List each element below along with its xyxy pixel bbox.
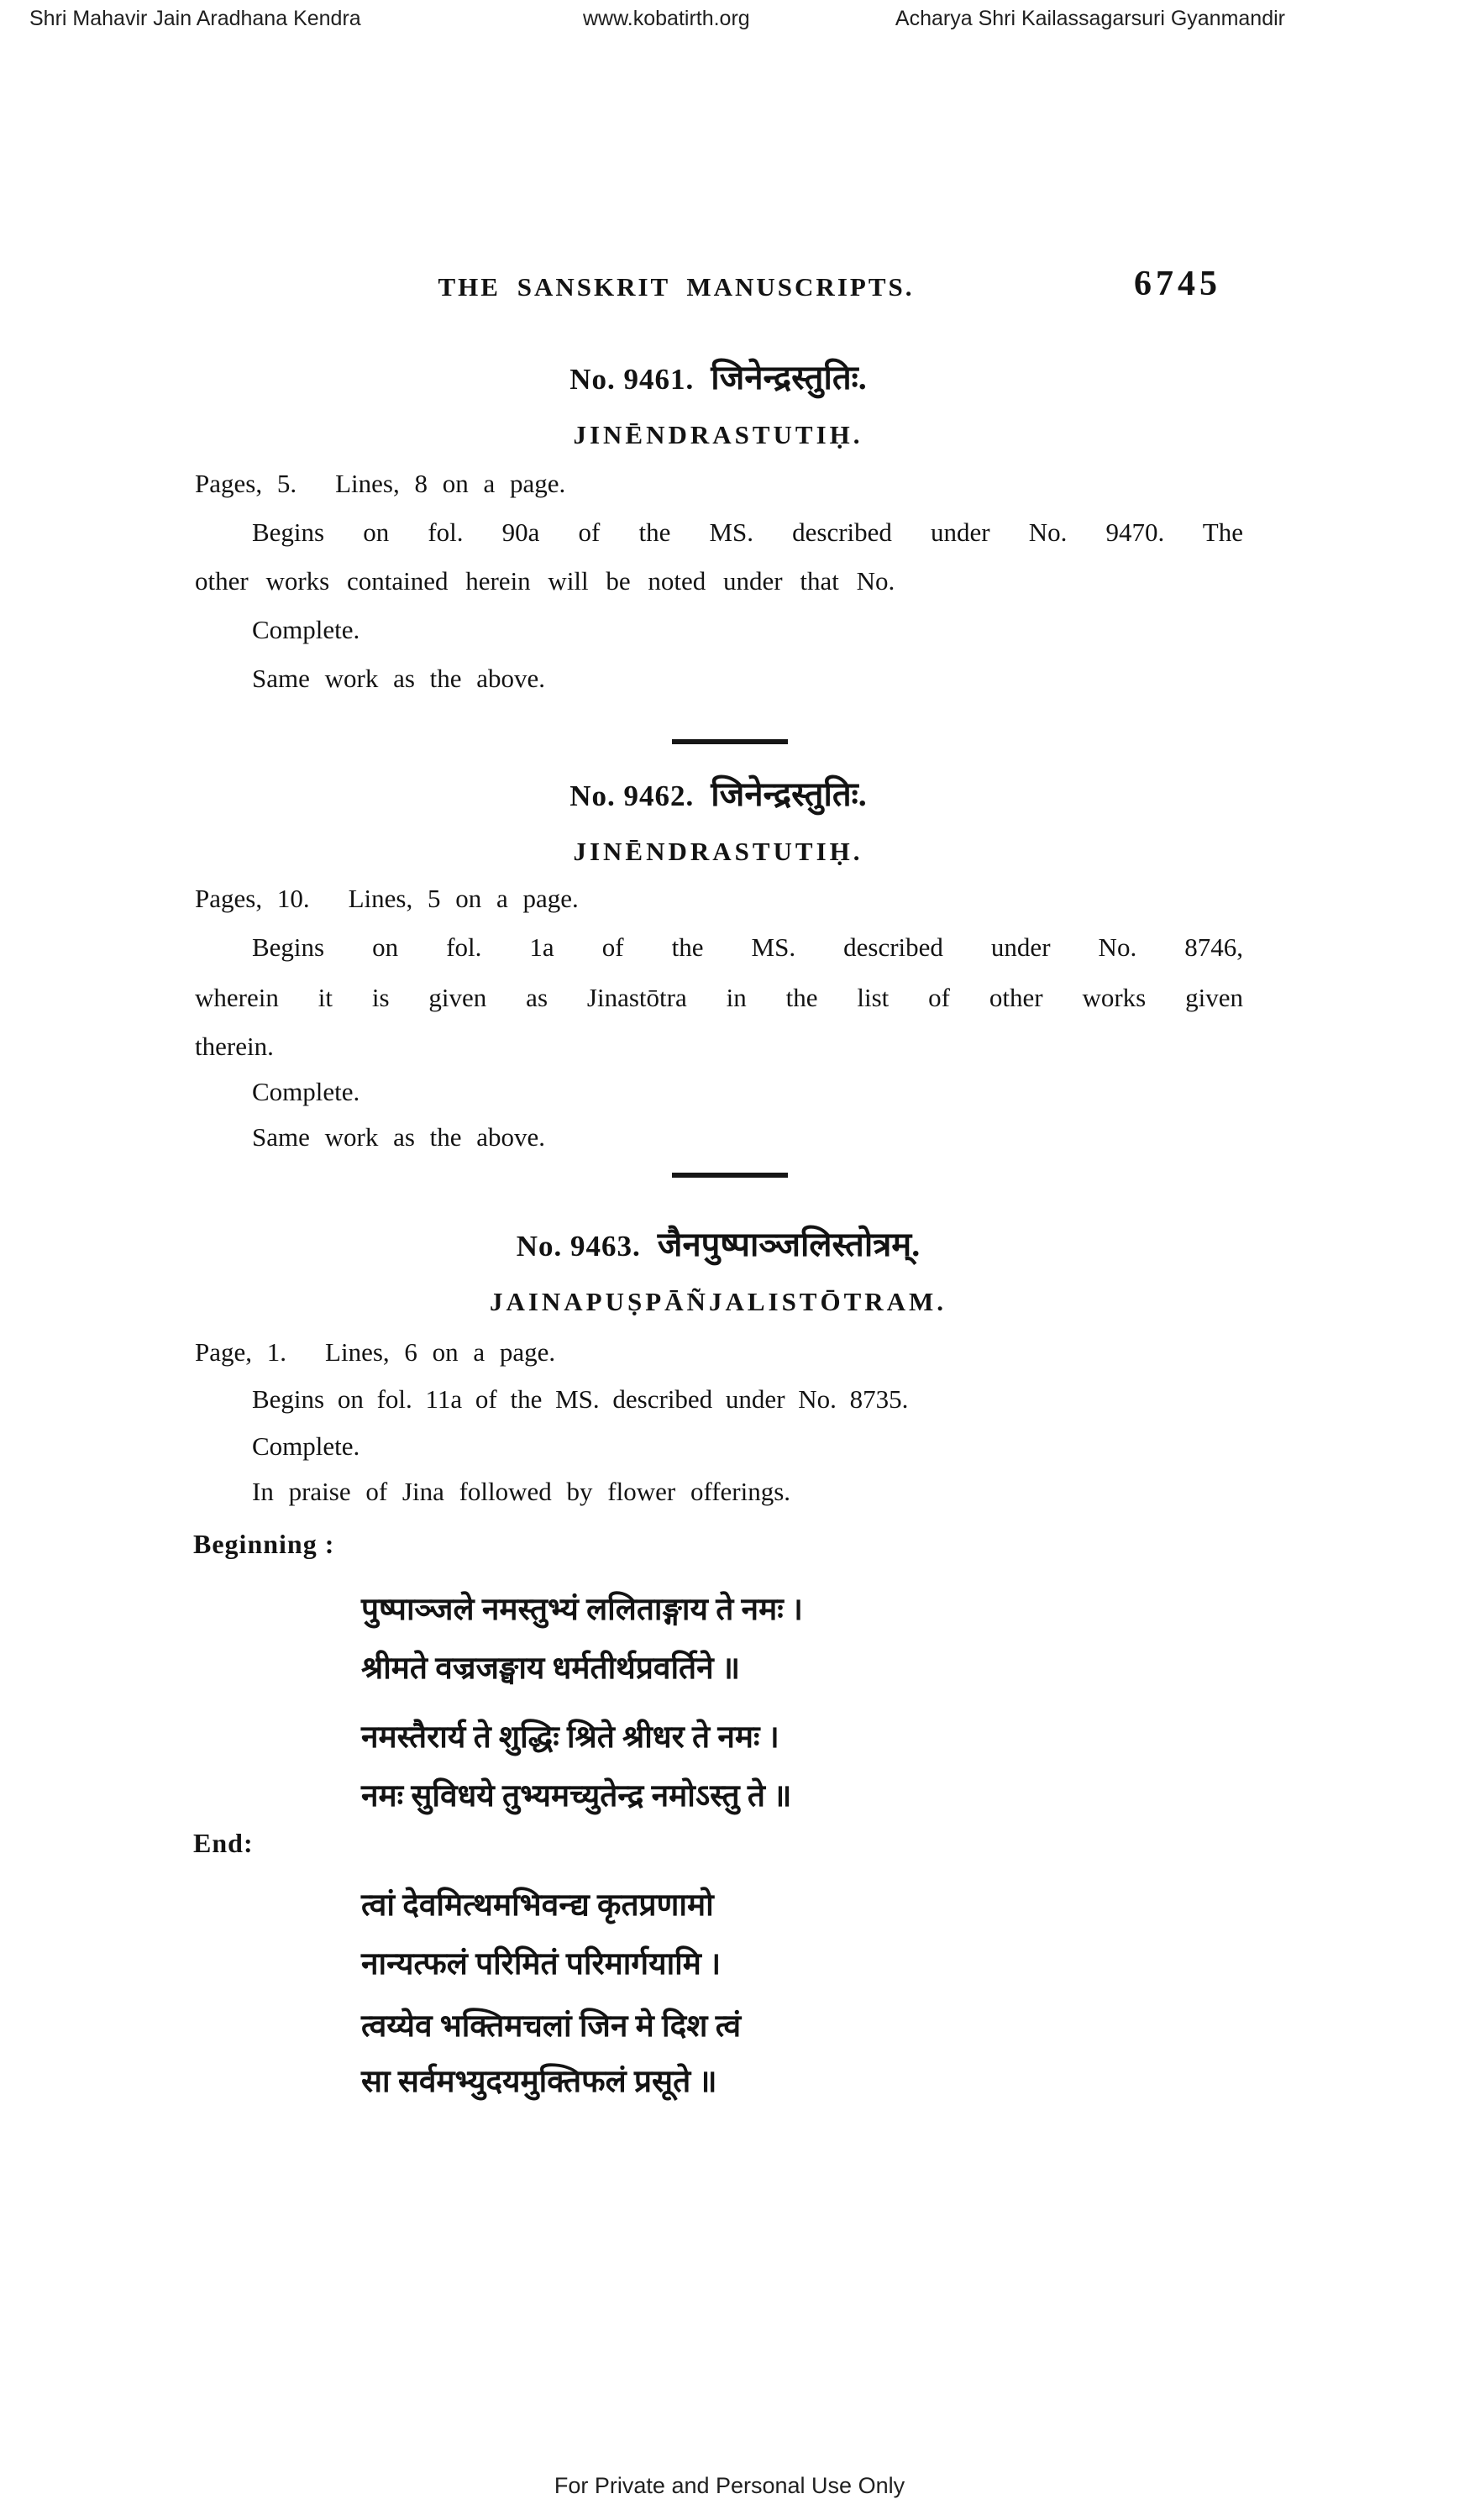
entry-transliteration: JINĒNDRASTUTIḤ. <box>573 420 863 449</box>
end-verse-line: त्वां देवमित्थमभिवन्द्य कृतप्रणामो <box>361 1888 714 1923</box>
entry-complete-note: Complete. <box>252 1077 360 1106</box>
entry-lines: Lines, 6 on a page. <box>325 1337 556 1367</box>
beginning-verse-line: नमस्तैरार्य ते शुद्धिः श्रिते श्रीधर ते नमः । <box>361 1720 779 1755</box>
entry-transliteration: JAINAPUṢPĀÑJALISTŌTRAM. <box>489 1287 947 1316</box>
page-number: 6745 <box>1134 265 1221 303</box>
entry-title-devanagari: जिनेन्द्रस्तुतिः. <box>711 359 867 396</box>
beginning-verse-line: श्रीमते वज्रजङ्घाय धर्मतीर्थप्रवर्तिने ॥ <box>361 1651 741 1686</box>
end-label: End: <box>193 1828 254 1858</box>
scan-header-right: Acharya Shri Kailassagarsuri Gyanmandir <box>895 7 1285 30</box>
entry-lines: Lines, 5 on a page. <box>348 884 579 913</box>
entry-number: No. 9462. <box>569 780 695 812</box>
entry-number: No. 9463. <box>516 1230 641 1263</box>
entry-9462-heading <box>193 769 1243 816</box>
entry-pages: Pages, 5. <box>195 469 297 498</box>
entry-pages: Page, 1. <box>195 1337 287 1367</box>
beginning-verse-line: पुष्पाञ्जले नमस्तुभ्यं ललिताङ्गाय ते नमः । <box>361 1593 803 1627</box>
entry-same-work-note: Same work as the above. <box>252 664 546 693</box>
entry-9461-heading <box>193 353 1243 399</box>
entry-description-line: Begins on fol. 1a of the MS. described under No. 8746, <box>252 932 1243 962</box>
entry-same-work-note: Same work as the above. <box>252 1122 546 1152</box>
entry-lines: Lines, 8 on a page. <box>335 469 566 498</box>
entry-title-devanagari: जैनपुष्पाञ्जलिस्तोत्रम्. <box>657 1226 921 1263</box>
entry-complete-note: Complete. <box>252 1431 360 1461</box>
entry-subject-note: In praise of Jina followed by flower offerings. <box>252 1477 791 1506</box>
beginning-label: Beginning : <box>193 1529 335 1559</box>
entry-description-line: wherein it is given as Jinastōtra in the list of other works given <box>195 983 1243 1012</box>
entry-description-line: other works contained herein will be noted under that No. <box>195 566 895 596</box>
entry-extent-line <box>195 1337 555 1368</box>
entry-description-line: therein. <box>195 1032 274 1061</box>
entry-description-line: Begins on fol. 11a of the MS. described under No. 8735. <box>252 1384 909 1414</box>
entry-extent-line <box>195 884 579 914</box>
entry-extent-line <box>195 469 565 499</box>
scan-header-url: www.kobatirth.org <box>583 7 750 30</box>
footer-notice: For Private and Personal Use Only <box>554 2473 905 2498</box>
end-verse-line: त्वय्येव भक्तिमचलां जिन मे दिश त्वं <box>361 2009 742 2044</box>
entry-complete-note: Complete. <box>252 615 360 644</box>
section-divider <box>672 739 788 744</box>
page-title: THE SANSKRIT MANUSCRIPTS. <box>438 272 915 302</box>
end-verse-line: सा सर्वमभ्युदयमुक्तिफलं प्रसूते ॥ <box>361 2065 717 2099</box>
entry-transliteration: JINĒNDRASTUTIḤ. <box>573 837 863 866</box>
entry-title-devanagari: जिनेन्द्रस्तुतिः. <box>711 775 867 813</box>
entry-description-line: Begins on fol. 90a of the MS. described under No. 9470. The <box>252 517 1243 547</box>
end-verse-line: नान्यत्फलं परिमितं परिमार्गयामि । <box>361 1947 722 1982</box>
scan-header-left: Shri Mahavir Jain Aradhana Kendra <box>29 7 361 30</box>
section-divider <box>672 1173 788 1178</box>
entry-pages: Pages, 10. <box>195 884 310 913</box>
entry-number: No. 9461. <box>569 363 695 396</box>
entry-9463-heading <box>193 1220 1243 1266</box>
beginning-verse-line: नमः सुविधये तुभ्यमच्युतेन्द्र नमोऽस्तु ते ॥ <box>361 1779 792 1814</box>
